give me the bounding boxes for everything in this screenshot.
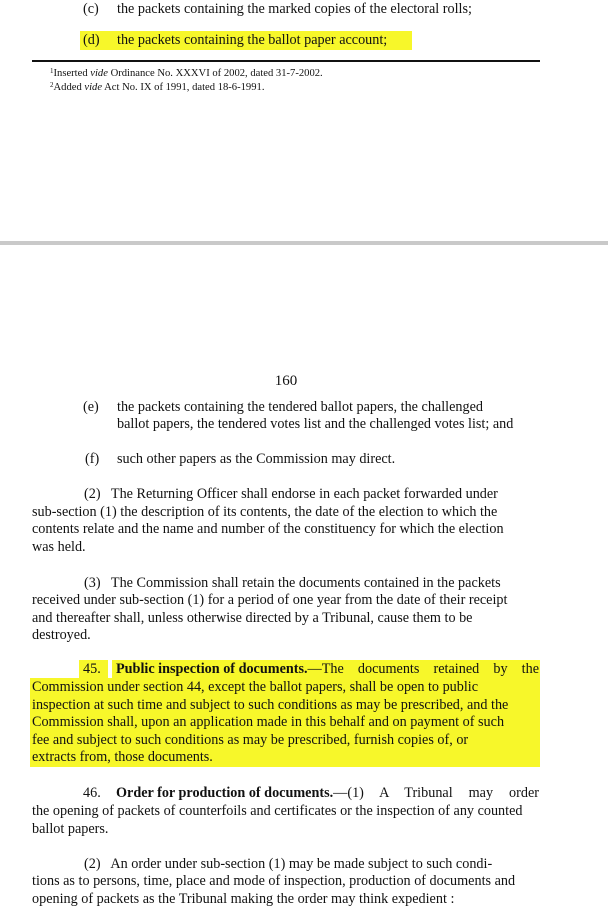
- item-e-line-1: the packets containing the tendered ballot papers, the challenged: [117, 399, 483, 415]
- sub2-line: (2) The Returning Officer shall endorse in each packet forwarded under: [84, 486, 498, 502]
- page-separator: [0, 241, 608, 245]
- section-45-line: Commission shall, upon an application made in this behalf and on payment of such: [32, 714, 505, 730]
- footnote-divider: [32, 60, 540, 62]
- section-46-sub2-line: opening of packets as the Tribunal making the order may think expedient :: [32, 891, 455, 907]
- section-46-line: ballot papers.: [32, 821, 109, 837]
- footnote-1: $^1$Inserted vide Ordinance No. XXXVI of 2002, dated 31-7-2002.: [50, 67, 323, 79]
- item-f-text: such other papers as the Commission may direct.: [117, 451, 396, 467]
- section-46-sub2-line: (2) An order under sub-section (1) may be made subject to such condi-: [84, 856, 493, 872]
- sub2-line: sub-section (1) the description of its contents, the date of the election to which the: [32, 504, 498, 520]
- page-number: 160: [274, 373, 298, 389]
- section-45-heading: Public inspection of documents.: [116, 661, 308, 677]
- footnote-2: $^2$Added vide Act No. IX of 1991, dated 18-6-1991.: [50, 81, 265, 93]
- section-45-line: extracts from, those documents.: [32, 749, 213, 765]
- section-45-line: Commission under section 44, except the ballot papers, shall be open to public: [32, 679, 479, 695]
- section-46-first-line: [116, 785, 539, 803]
- sub2-line: contents relate and the name and number of the constituency for which the election: [32, 521, 504, 537]
- sub3-line: destroyed.: [32, 627, 91, 643]
- item-e-label: (e): [83, 399, 99, 415]
- sub3-line: and thereafter shall, unless otherwise directed by a Tribunal, cause them to be: [32, 610, 473, 626]
- section-46-first-rest: —(1) A Tribunal may order: [333, 785, 539, 801]
- item-d-text: the packets containing the ballot paper account;: [117, 32, 388, 48]
- section-46-sub2-line: tions as to persons, time, place and mode of inspection, production of documents and: [32, 873, 516, 889]
- item-c-label: (c): [83, 1, 99, 17]
- section-45-first-line: [116, 661, 539, 679]
- section-46-number: 46.: [83, 785, 101, 801]
- section-45-line: fee and subject to such conditions as may be prescribed, furnish copies of, or: [32, 732, 469, 748]
- section-45-first-rest: —The documents retained by the: [307, 661, 539, 677]
- section-46-heading: Order for production of documents.: [116, 785, 334, 801]
- sub3-line: (3) The Commission shall retain the documents contained in the packets: [84, 575, 501, 591]
- section-46-line: the opening of packets of counterfoils and certificates or the inspection of any counted: [32, 803, 523, 819]
- section-45-line: inspection at such time and subject to such conditions as may be prescribed, and the: [32, 697, 509, 713]
- sub2-line: was held.: [32, 539, 86, 555]
- item-e-line-2: ballot papers, the tendered votes list and the challenged votes list; and: [117, 416, 514, 432]
- sub3-line: received under sub-section (1) for a period of one year from the date of their receipt: [32, 592, 508, 608]
- section-45-number: 45.: [83, 661, 101, 677]
- item-f-label: (f): [85, 451, 100, 467]
- item-c-text: the packets containing the marked copies of the electoral rolls;: [117, 1, 472, 17]
- item-d-label: (d): [83, 32, 100, 48]
